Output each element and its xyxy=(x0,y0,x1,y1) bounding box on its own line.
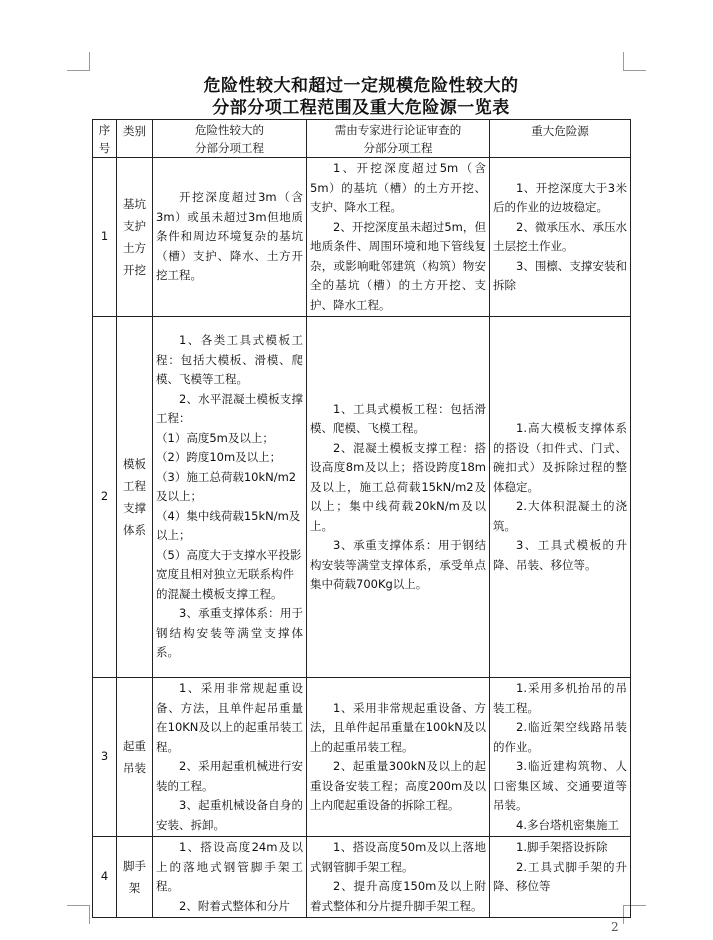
row-hazard: 1.采用多机抬吊的吊装工程。 2.临近架空线路吊装的作业。 3.临近建构筑物、人口密集区域、交通要道等吊装。 4.多台塔机密集施工 xyxy=(490,678,631,837)
header-no: 序 号 xyxy=(93,120,117,158)
table-row xyxy=(93,678,631,837)
row-number: 2 xyxy=(93,317,117,678)
row-expert: 1、采用非常规起重设备、方法，且单件起吊重量在100kN及以上的起重吊装工程。 2、起重量300kN及以上的起重设备安装工程；高度200m及以上内爬起重设备的拆除工程。 xyxy=(307,678,490,837)
hazard-table xyxy=(92,119,631,918)
header-row xyxy=(93,120,631,158)
row-scope: 1、各类工具式模板工程：包括大模板、滑模、爬模、飞模等工程。 2、水平混凝土模板支撑工程： （1）高度5m及以上； （2）跨度10m及以上； （3）施工总荷载10kN/m2及以上； （4）集中线荷载15kN/m及以上； （5）高度大于支撑水平投影宽度且相对独立无联系构件的混凝土模板支撑工程。 3、承重支撑体系：用于钢结构安装等满堂支撑体系。 xyxy=(153,317,307,678)
row-category: 起重 吊装 xyxy=(117,678,153,837)
row-expert: 1、搭设高度50m及以上落地式钢管脚手架工程。 2、提升高度150m及以上附着式整体和分片提升脚手架工程。 xyxy=(307,837,490,918)
title-line-1: 危险性较大和超过一定规模危险性较大的 xyxy=(203,76,519,96)
row-number: 4 xyxy=(93,837,117,918)
table-row xyxy=(93,317,631,678)
row-hazard: 1.高大模板支撑体系的搭设（扣件式、门式、碗扣式）及拆除过程的整体稳定。 2.大体积混凝土的浇筑。 3、工具式模板的升降、吊装、移位等。 xyxy=(490,317,631,678)
crop-mark-bottom-left xyxy=(67,905,90,924)
row-category: 模板 工程 支撑 体系 xyxy=(117,317,153,678)
row-number: 3 xyxy=(93,678,117,837)
row-scope: 1、采用非常规起重设备、方法，且单件起吊重量在10KN及以上的起重吊装工程。 2、采用起重机械进行安装的工程。 3、起重机械设备自身的安装、拆卸。 xyxy=(153,678,307,837)
row-hazard: 1、开挖深度大于3米后的作业的边坡稳定。 2、微承压水、承压水土层挖土作业。 3、围檩、支撑安装和拆除 xyxy=(490,158,631,317)
header-scope: 危险性较大的 分部分项工程 xyxy=(153,120,307,158)
header-expert: 需由专家进行论证审查的 分部分项工程 xyxy=(307,120,490,158)
row-scope: 1、搭设高度24m及以上的落地式钢管脚手架工程。 2、附着式整体和分片 xyxy=(153,837,307,918)
row-scope: 开挖深度超过3m（含3m）或虽未超过3m但地质条件和周边环境复杂的基坑（槽）支护、降水、土方开挖工程。 xyxy=(153,158,307,317)
row-category: 脚手 架 xyxy=(117,837,153,918)
page-number: 2 xyxy=(611,920,619,934)
row-category: 基坑 支护 土方 开挖 xyxy=(117,158,153,317)
row-expert: 1、开挖深度超过5m（含5m）的基坑（槽）的土方开挖、支护、降水工程。 2、开挖深度虽未超过5m，但地质条件、周围环境和地下管线复杂，或影响毗邻建筑（构筑）物安全的基坑（槽）的土方开挖、支护、降水工程。 xyxy=(307,158,490,317)
row-expert: 1、工具式模板工程：包括滑模、爬模、飞模工程。 2、混凝土模板支撑工程：搭设高度8m及以上；搭设跨度18m及以上，施工总荷载15kN/m2及以上；集中线荷载20kN/m及以上。 3、承重支撑体系：用于钢结构安装等满堂支撑体系，承受单点集中荷载700Kg以上。 xyxy=(307,317,490,678)
header-hazard: 重大危险源 xyxy=(490,120,631,158)
table-row xyxy=(93,837,631,918)
crop-mark-top-left xyxy=(67,52,90,71)
title-line-2: 分部分项工程范围及重大危险源一览表 xyxy=(212,98,510,118)
header-category: 类别 xyxy=(117,120,153,158)
crop-mark-top-right xyxy=(623,52,646,71)
row-hazard: 1.脚手架搭设拆除 2.工具式脚手架的升降、移位等 xyxy=(490,837,631,918)
document-title xyxy=(92,75,630,119)
table-row xyxy=(93,158,631,317)
row-number: 1 xyxy=(93,158,117,317)
